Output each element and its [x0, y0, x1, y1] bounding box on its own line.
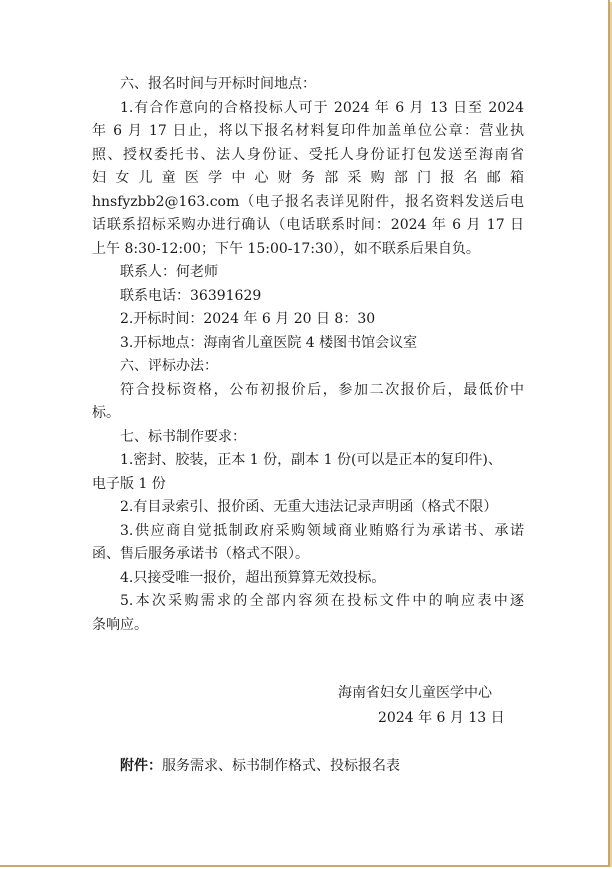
- paragraph-line: 符合投标资格，公布初报价后，参加二次报价后，最低价中: [120, 381, 524, 398]
- bid-opening-location: 3.开标地点：海南省儿童医院 4 楼图书馆会议室: [120, 334, 418, 351]
- requirement-item: 5.本次采购需求的全部内容须在投标文件中的响应表中逐: [120, 593, 524, 609]
- bid-opening-time: 2.开标时间：2024 年 6 月 20 日 8：30: [120, 311, 376, 327]
- paragraph-line: 妇女儿童医学中心财务部采购部门报名邮箱: [92, 170, 524, 186]
- section-heading-registration: 六、报名时间与开标时间地点：: [120, 76, 316, 92]
- contact-person: 联系人：何老师: [120, 264, 218, 280]
- requirement-item: 3.供应商自觉抵制政府采购领域商业贿赂行为承诺书、承诺: [120, 522, 524, 539]
- signature-organization: 海南省妇女儿童医学中心: [338, 685, 492, 701]
- paragraph-line: 1.有合作意向的合格投标人可于 2024 年 6 月 13 日至 2024: [120, 99, 524, 116]
- attachment-text: 服务需求、标书制作格式、投标报名表: [162, 758, 400, 774]
- requirement-item: 4.只接受唯一报价，超出预算算无效投标。: [120, 569, 386, 586]
- paragraph-line: 上午 8:30-12:00；下午 15:00-17:30），如不联系后果自负。: [92, 240, 480, 257]
- paragraph-line: 照、授权委托书、法人身份证、受托人身份证打包发送至海南省: [92, 146, 524, 163]
- requirement-item: 电子版 1 份: [92, 475, 166, 492]
- attachment-label: 附件：: [120, 758, 162, 774]
- signature-date: 2024 年 6 月 13 日: [378, 710, 505, 726]
- section-heading-evaluation: 六、评标办法：: [120, 358, 218, 374]
- section-heading-bid-requirements: 七、标书制作要求：: [120, 428, 246, 445]
- requirement-item: 2.有目录索引、报价函、无重大违法记录声明函（格式不限）: [120, 499, 498, 515]
- paragraph-line: 年 6 月 17 日止，将以下报名材料复印件加盖单位公章：营业执: [92, 123, 524, 139]
- requirement-item: 条响应。: [92, 616, 148, 633]
- paragraph-line: 话联系招标采购办进行确认（电话联系时间：2024 年 6 月 17 日: [92, 217, 524, 233]
- contact-phone: 联系电话：36391629: [120, 287, 262, 304]
- document-body: [92, 73, 524, 637]
- paragraph-line: hnsfyzbb2@163.com（电子报名表详见附件，报名资料发送后电: [92, 193, 524, 210]
- paragraph-line: 标。: [92, 405, 120, 421]
- requirement-item: 函、售后服务承诺书（格式不限）。: [92, 546, 309, 562]
- attachment-line: [120, 755, 400, 775]
- requirement-item: 1.密封、胶装，正本 1 份，副本 1 份(可以是正本的复印件)、: [120, 452, 502, 468]
